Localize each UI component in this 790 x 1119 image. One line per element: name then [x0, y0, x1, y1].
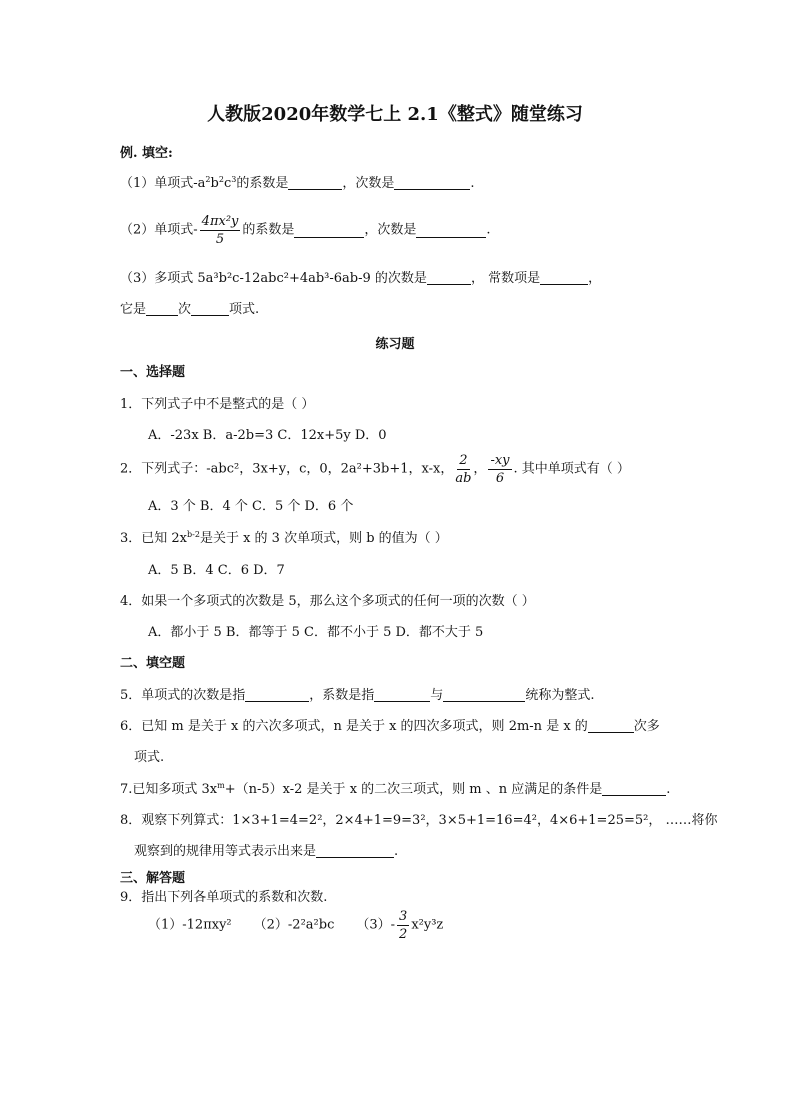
fraction: $\frac{-xy}{6}$ — [490, 453, 510, 486]
question-8: 8．观察下列算式：1×3+1=4=2²，2×4+1=9=3²，3×5+1=16=4²，4×6+1=25=5²， ……将你 — [120, 813, 718, 828]
example-q2: （2）单项式- $\frac{\text{4πx²y}}{5}$ 的系数是 ，次数是 . — [120, 214, 491, 247]
question-9: 9．指出下列各单项式的系数和次数. — [120, 890, 328, 905]
question-4-options: A．都小于 5 B．都等于 5 C．都不小于 5 D．都不大于 5 — [148, 625, 484, 640]
question-1-options: A．-23x B．a-2b=3 C．12x+5y D．0 — [148, 428, 387, 443]
question-4: 4．如果一个多项式的次数是 5，那么这个多项式的任何一项的次数（ ） — [120, 594, 535, 609]
example-q3-line2: 它是 次 项式. — [120, 302, 260, 317]
example-q1: （1）单项式$-a^2b^2c^3$的系数是 ，次数是 . — [120, 175, 475, 191]
example-label: 例. 填空: — [120, 146, 173, 161]
question-9-items: （1）-12πxy² （2）-2²a²bc （3）- $\frac{3}{2}$ x²y³z — [148, 909, 444, 942]
practice-title: 练习题 — [375, 337, 415, 352]
answer-blank[interactable] — [427, 270, 471, 285]
answer-blank[interactable] — [288, 175, 342, 190]
question-8-line2: 观察到的规律用等式表示出来是 . — [134, 844, 399, 859]
answer-blank[interactable] — [602, 781, 666, 796]
fraction: $\frac{3}{2}$ — [399, 909, 408, 942]
answer-blank[interactable] — [316, 843, 394, 858]
question-6-line2: 项式. — [134, 750, 165, 765]
answer-blank[interactable] — [394, 175, 470, 190]
question-2-options: A．3 个 B．4 个 C．5 个 D．6 个 — [148, 499, 354, 514]
answer-blank[interactable] — [245, 687, 309, 702]
question-5: 5．单项式的次数是指 ，系数是指 与 统称为整式. — [120, 688, 595, 703]
question-2: 2．下列式子：-abc²，3x+y，c，0，2a²+3b+1，x-x， $\frac{2}{ab}$ ， $\frac{-xy}{6}$ . 其中单项式有（ ） — [120, 453, 630, 486]
answer-blank[interactable] — [540, 270, 588, 285]
section-choice: 一、选择题 — [120, 365, 186, 380]
example-q3: （3）多项式 5a³b²c-12abc²+4ab³-6ab-9 的次数是 ， 常数项是 ， — [120, 271, 602, 286]
answer-blank[interactable] — [191, 301, 229, 316]
section-fill: 二、填空题 — [120, 656, 186, 671]
question-3: 3．已知 $2x^{b-2}$是关于 x 的 3 次单项式，则 b 的值为（ ） — [120, 530, 448, 546]
question-7: 7.已知多项式 $3x^m+(n-5)x-2$ 是关于 x 的二次三项式，则 m 、n 应满足的条件是 . — [120, 781, 671, 797]
question-6: 6．已知 m 是关于 x 的六次多项式，n 是关于 x 的四次多项式，则 2m-n 是 x 的 次多 — [120, 719, 660, 734]
answer-blank[interactable] — [294, 223, 364, 238]
answer-blank[interactable] — [416, 223, 486, 238]
answer-blank[interactable] — [443, 687, 525, 702]
question-3-options: A．5 B．4 C．6 D．7 — [148, 563, 285, 578]
question-1: 1．下列式子中不是整式的是（ ） — [120, 397, 315, 412]
section-answer: 三、解答题 — [120, 871, 186, 886]
answer-blank[interactable] — [588, 718, 634, 733]
page-title: 人教版2020年数学七上 2.1《整式》随堂练习 — [207, 104, 583, 125]
answer-blank[interactable] — [374, 687, 430, 702]
fraction: $\frac{\text{4πx²y}}{5}$ — [201, 214, 239, 247]
answer-blank[interactable] — [146, 301, 178, 316]
fraction: $\frac{2}{ab}$ — [455, 453, 472, 486]
